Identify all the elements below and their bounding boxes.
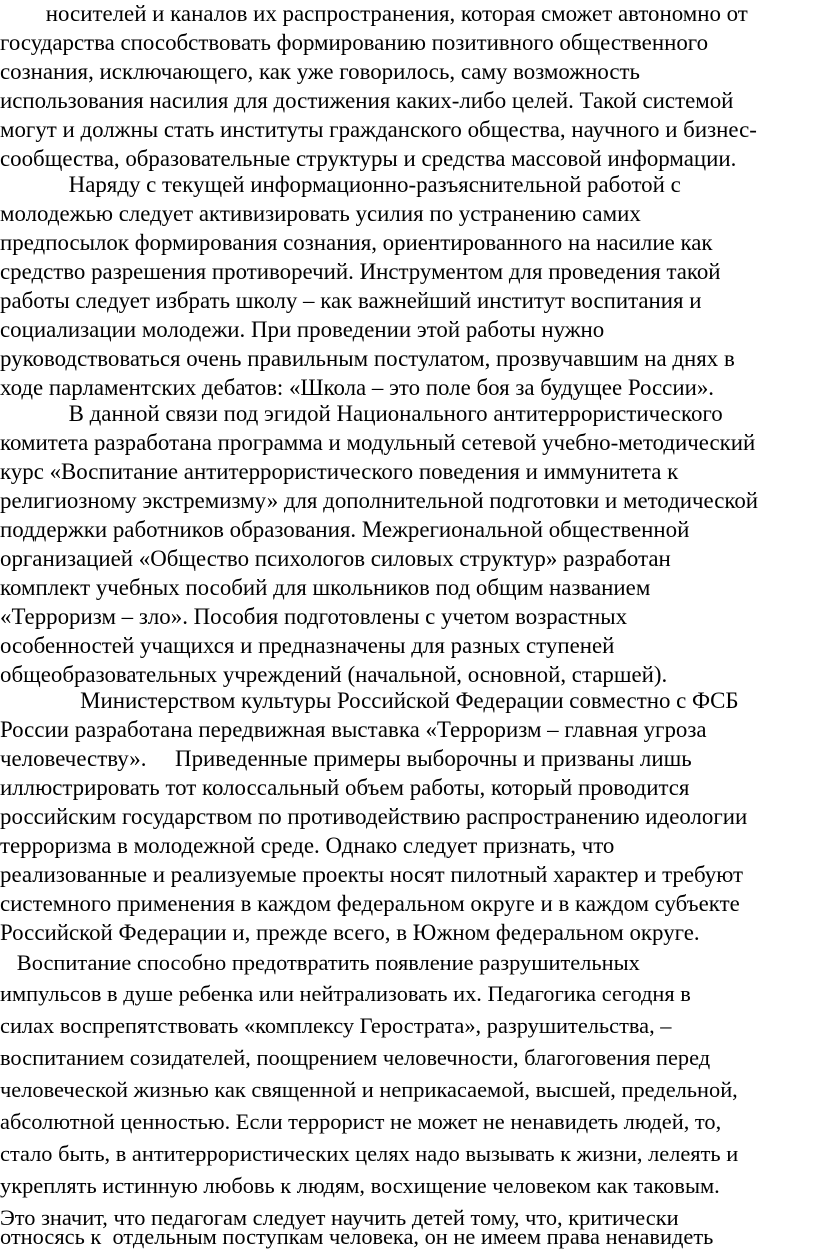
paragraph-5-line: импульсов в душе ребенка или нейтрализовать их. Педагогика сегодня в (0, 981, 691, 1006)
paragraph-5-line: силах воспрепятствовать «комплексу Герострата», разрушительства, – (0, 1013, 672, 1038)
paragraph-5-line: стало быть, в антитеррористических целях надо вызывать к жизни, лелеять и (0, 1141, 739, 1166)
paragraph-2-line: ходе парламентских дебатов: «Школа – это поле боя за будущее России». (0, 375, 714, 400)
paragraph-2-line: работы следует избрать школу – как важнейший институт воспитания и (0, 288, 702, 313)
paragraph-2-line: предпосылок формирования сознания, ориентированного на насилие как (0, 230, 713, 255)
paragraph-4-line: российским государством по противодействию распространению идеологии (0, 804, 748, 829)
paragraph-2-line: молодежью следует активизировать усилия по устранению самих (0, 201, 641, 226)
paragraph-4-line: России разработана передвижная выставка «Терроризм – главная угроза (0, 717, 707, 742)
paragraph-4-line: системного применения в каждом федеральном округе и в каждом субъекте (0, 891, 740, 916)
paragraph-5-line: Это значит, что педагогам следует научить детей тому, что, критически (0, 1205, 679, 1230)
paragraph-2-line: социализации молодежи. При проведении этой работы нужно (0, 317, 605, 342)
paragraph-4-line: терроризма в молодежной среде. Однако следует признать, что (0, 833, 615, 858)
paragraph-1-line: сознания, исключающего, как уже говорилось, саму возможность (0, 59, 640, 84)
paragraph-1-line: могут и должны стать институты гражданского общества, научного и бизнес- (0, 117, 757, 142)
paragraph-3-line: общеобразовательных учреждений (начальной, основной, старшей). (0, 662, 668, 687)
paragraph-5-line: абсолютной ценностью. Если террорист не может не ненавидеть людей, то, (0, 1109, 722, 1134)
paragraph-4-line: человечеству». Приведенные примеры выборочны и призваны лишь (0, 746, 692, 771)
paragraph-3-line: курс «Воспитание антитеррористического поведения и иммунитета к (0, 459, 679, 484)
paragraph-5-line: человеческой жизнью как священной и неприкасаемой, высшей, предельной, (0, 1077, 738, 1102)
paragraph-2-line: руководствоваться очень правильным постулатом, прозвучавшим на днях в (0, 346, 735, 371)
paragraph-5-line: относясь к отдельным поступкам человека, он не имеем права ненавидеть (0, 1224, 714, 1249)
paragraph-4-line: реализованные и реализуемые проекты носят пилотный характер и требуют (0, 862, 744, 887)
paragraph-3-line: религиозному экстремизму» для дополнительной подготовки и методической (0, 488, 759, 513)
paragraph-3-line: «Терроризм – зло». Пособия подготовлены с учетом возрастных (0, 604, 628, 629)
paragraph-4-line: Министерством культуры Российской Федерации совместно с ФСБ (0, 688, 739, 713)
paragraph-3-line: В данной связи под эгидой Национального антитеррористического (0, 401, 723, 426)
paragraph-4-line: иллюстрировать тот колоссальный объем работы, который проводится (0, 775, 690, 800)
paragraph-4-line: Российской Федерации и, прежде всего, в Южном федеральном округе. (0, 920, 700, 945)
paragraph-3-line: комплект учебных пособий для школьников под общим названием (0, 575, 651, 600)
paragraph-1-line: государства способствовать формированию позитивного общественного (0, 30, 709, 55)
paragraph-1-line: использования насилия для достижения каких-либо целей. Такой системой (0, 88, 734, 113)
paragraph-3-line: особенностей учащихся и предназначены для разных ступеней (0, 633, 615, 658)
paragraph-2-line: средство разрешения противоречий. Инструментом для проведения такой (0, 259, 721, 284)
paragraph-3-line: поддержки работников образования. Межрегиональной общественной (0, 517, 690, 542)
paragraph-5-line: укреплять истинную любовь к людям, восхищение человеком как таковым. (0, 1173, 720, 1198)
paragraph-3-line: организацией «Общество психологов силовых структур» разработан (0, 546, 671, 571)
paragraph-1-line: сообщества, образовательные структуры и средства массовой информации. (0, 146, 737, 171)
paragraph-2-line: Наряду с текущей информационно-разъяснительной работой с (0, 172, 681, 197)
paragraph-5-line: Воспитание способно предотвратить появление разрушительных (0, 950, 640, 975)
paragraph-1-line: носителей и каналов их распространения, которая сможет автономно от (0, 1, 748, 26)
paragraph-3-line: комитета разработана программа и модульный сетевой учебно-методический (0, 430, 756, 455)
paragraph-5-line: воспитанием созидателей, поощрением человечности, благоговения перед (0, 1045, 711, 1070)
